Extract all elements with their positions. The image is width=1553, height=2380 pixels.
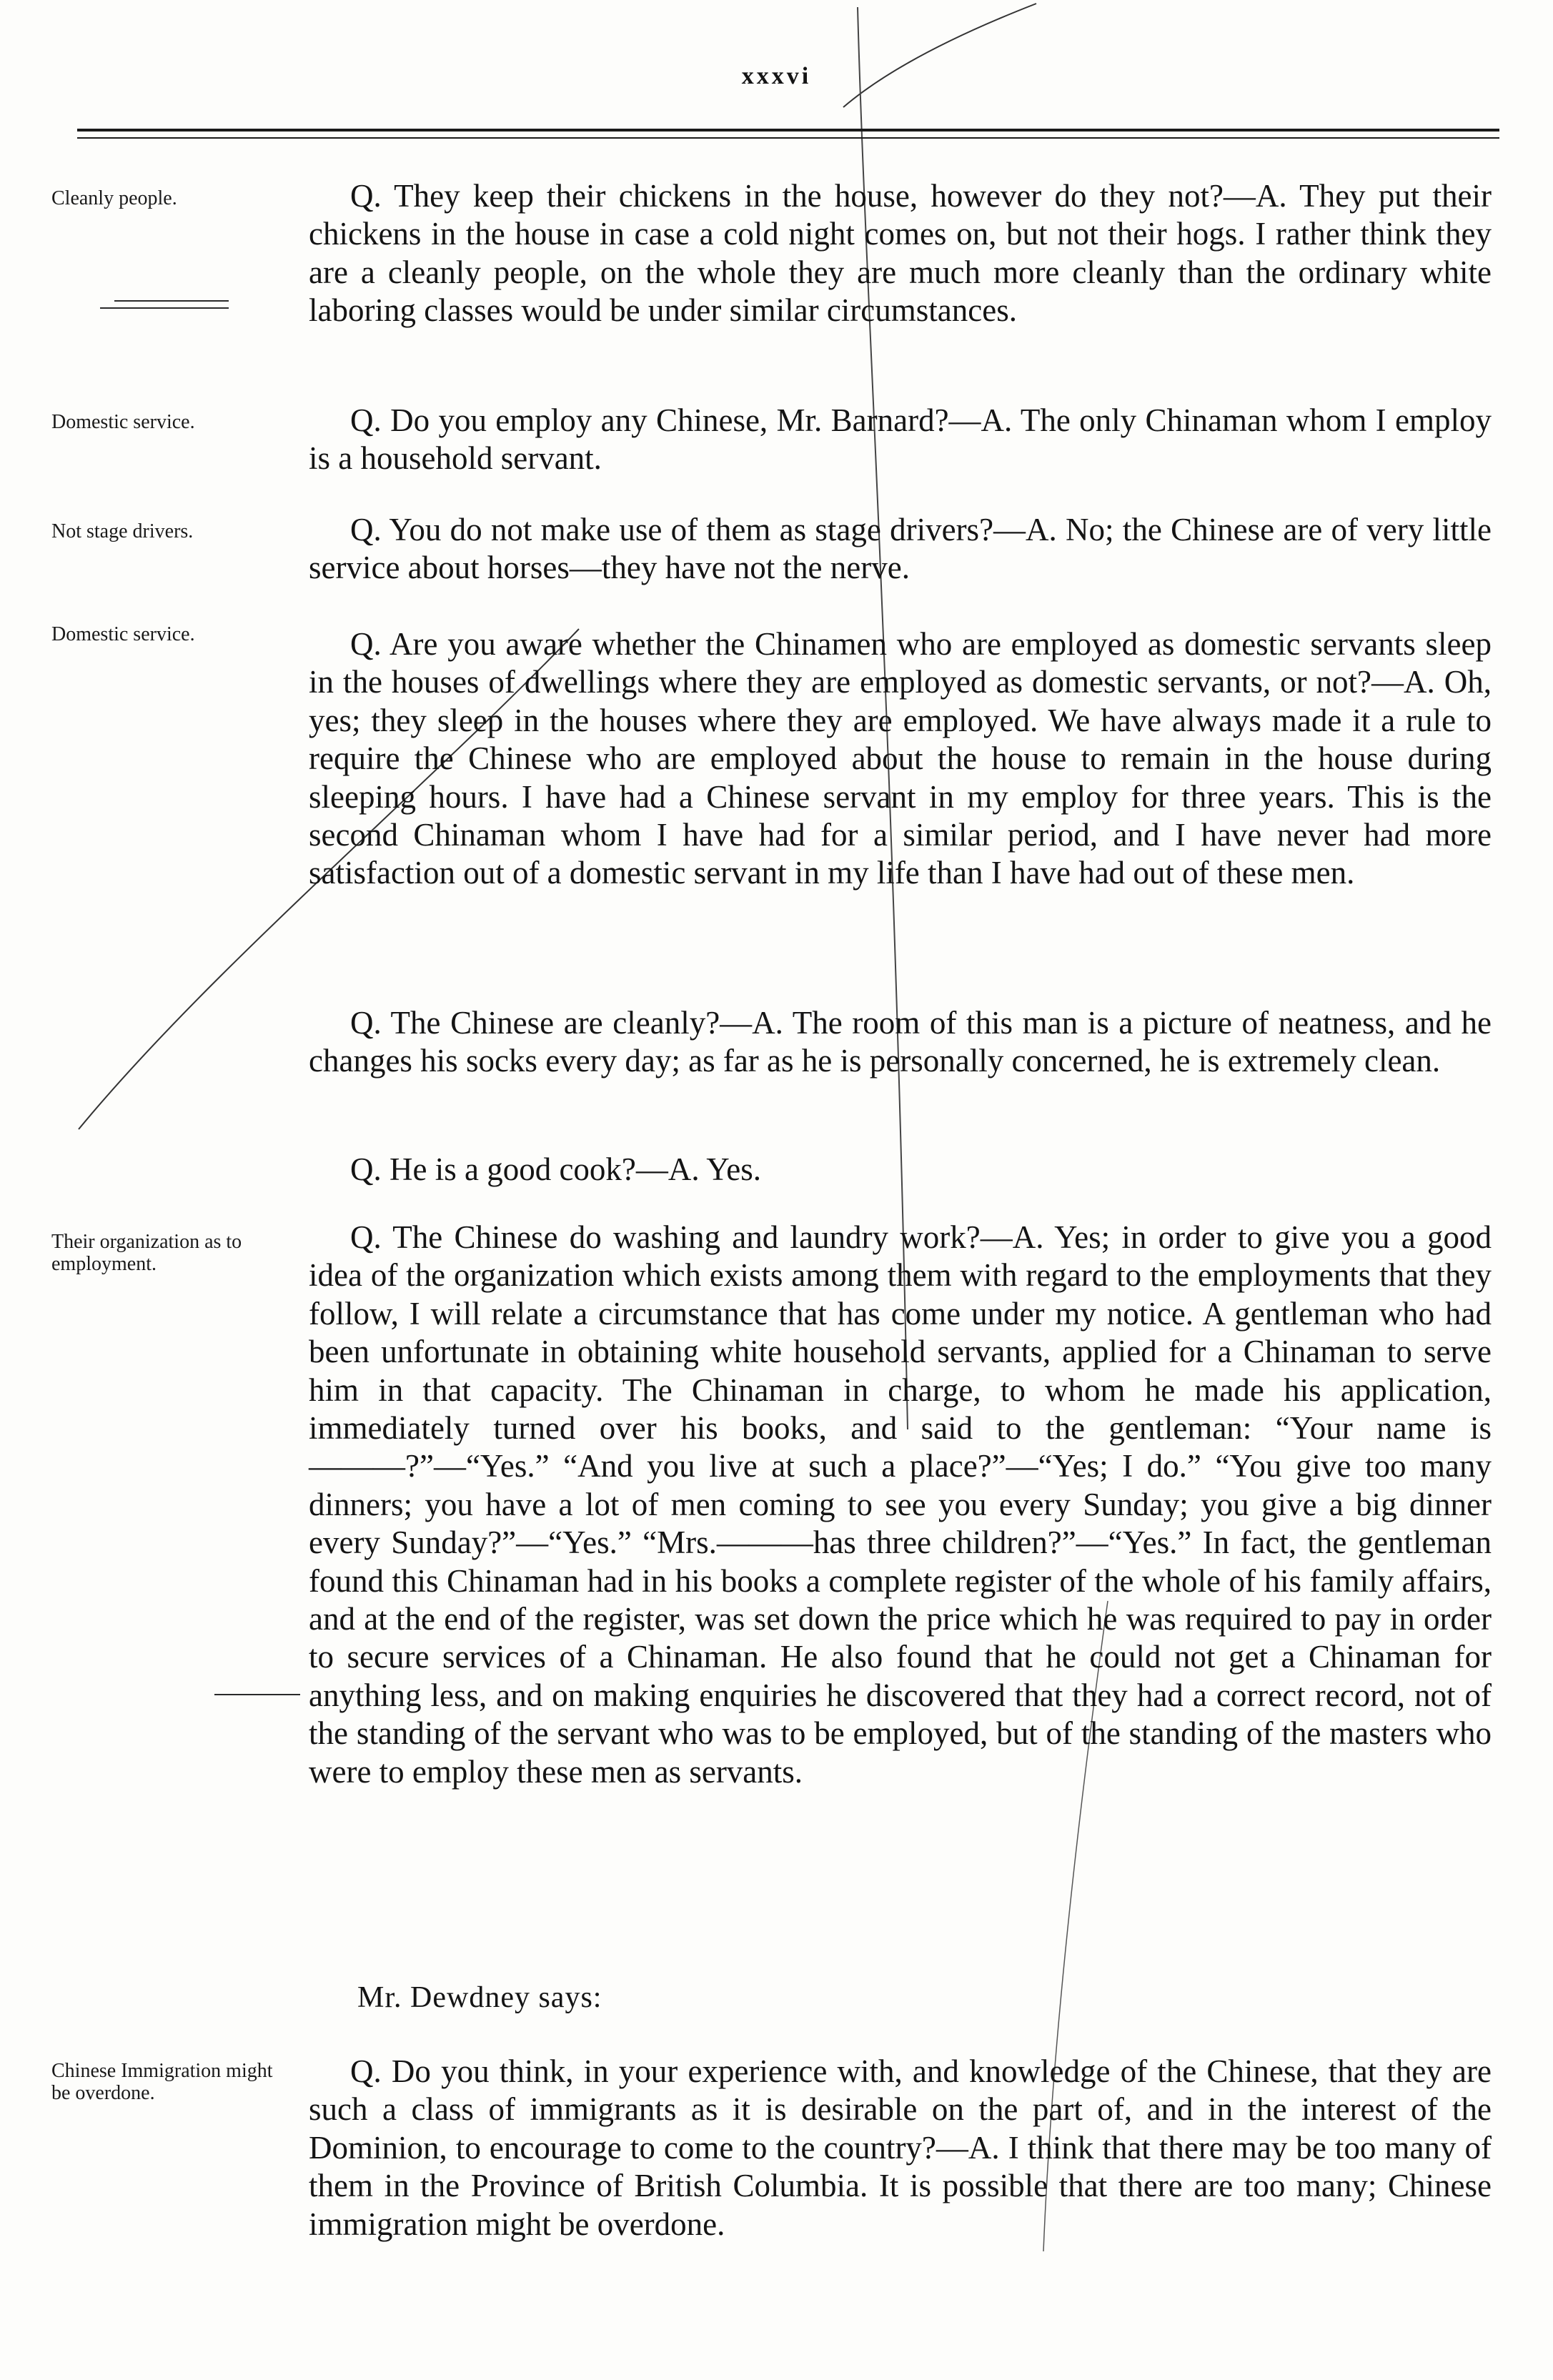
paragraph-employ-chinese: Q. Do you employ any Chinese, Mr. Barnard?—A. The only Chinaman whom I employ is a household servant. bbox=[309, 402, 1492, 477]
paragraph-cleanly: Q. The Chinese are cleanly?—A. The room of this man is a picture of neatness, and he changes his socks every day; as far as he is personally concerned, he is extremely clean. bbox=[309, 1005, 1492, 1079]
paragraph-laundry-organization: Q. The Chinese do washing and laundry work?—A. Yes; in order to give you a good idea of the organization which exists among them with regard to the employments that they follow, I will relate a circumstance that has come under my notice. A gentleman who had been unfortunate in obtaining white household servants, applied for a Chinaman to serve him in that capacity. The Chinaman in charge, to whom he made his application, immediately turned over his books, and said to the gentleman: “Your name is———?”—“Yes.” “And you live at such a place?”—“Yes; I do.” “You give too many dinners; you have a lot of men coming to see you every Sunday; you give a big dinner every Sunday?”—“Yes.” “Mrs.———has three children?”—“Yes.” In fact, the gentleman found this Chinaman had in his books a complete register of the whole of his family affairs, and at the end of the register, was set down the price which he was required to pay in order to secure services of a Chinaman. He also found that he could not get a Chinaman for anything less, and on making enquiries he discovered that they had a correct record, not of the standing of the servant who was to be employed, but of the standing of the masters who were to employ these men as servants. bbox=[309, 1219, 1492, 1790]
sidenote-organization: Their organization as to employment. bbox=[51, 1231, 242, 1275]
paragraph-domestic-servants: Q. Are you aware whether the Chinamen who are employed as domestic servants sleep in the houses of dwellings where they are employed as domestic servants, or not?—A. Oh, yes; they sleep in the houses where they are employed. We have always made it a rule to require the Chinese who are employed about the house to remain in the house during sleeping hours. I have had a Chinese servant in my employ for three years. This is the second Chinaman whom I have had for a similar period, and I have never had more satisfaction out of a domestic servant in my life than I have had out of these men. bbox=[309, 626, 1492, 891]
margin-mark bbox=[100, 307, 229, 309]
margin-mark bbox=[214, 1694, 300, 1695]
sidenote-domestic-service-2: Domestic service. bbox=[51, 623, 195, 645]
paragraph-good-cook: Q. He is a good cook?—A. Yes. bbox=[350, 1151, 761, 1187]
page-number: xxxvi bbox=[741, 63, 812, 89]
sidenote-cleanly-people: Cleanly people. bbox=[51, 187, 177, 209]
sidenote-not-stage-drivers: Not stage drivers. bbox=[51, 520, 194, 542]
header-rule bbox=[77, 129, 1499, 132]
sidenote-domestic-service: Domestic service. bbox=[51, 411, 195, 433]
paragraph-immigration: Q. Do you think, in your experience with, and knowledge of the Chinese, that they are such a class of immigrants as it is desirable on the part of, and in the interest of the Dominion, to encourage to come to the country?—A. I think that there may be too many of them in the Province of British Columbia. It is possible that there are too many; Chinese immigration might be overdone. bbox=[309, 2053, 1492, 2242]
margin-mark bbox=[114, 300, 229, 302]
header-rule-thin bbox=[77, 137, 1499, 139]
paragraph-chickens: Q. They keep their chickens in the house, however do they not?—A. They put their chickens in the house in case a cold night comes on, but not their hogs. I rather think they are a cleanly people, on the whole they are much more cleanly than the ordinary white laboring classes would be under similar circumstances. bbox=[309, 178, 1492, 329]
sidenote-immigration-overdone: Chinese Immigration might be overdone. bbox=[51, 2060, 273, 2104]
speaker-heading: Mr. Dewdney says: bbox=[357, 1981, 602, 2014]
paragraph-stage-drivers: Q. You do not make use of them as stage drivers?—A. No; the Chinese are of very little service about horses—they have not the nerve. bbox=[309, 512, 1492, 586]
